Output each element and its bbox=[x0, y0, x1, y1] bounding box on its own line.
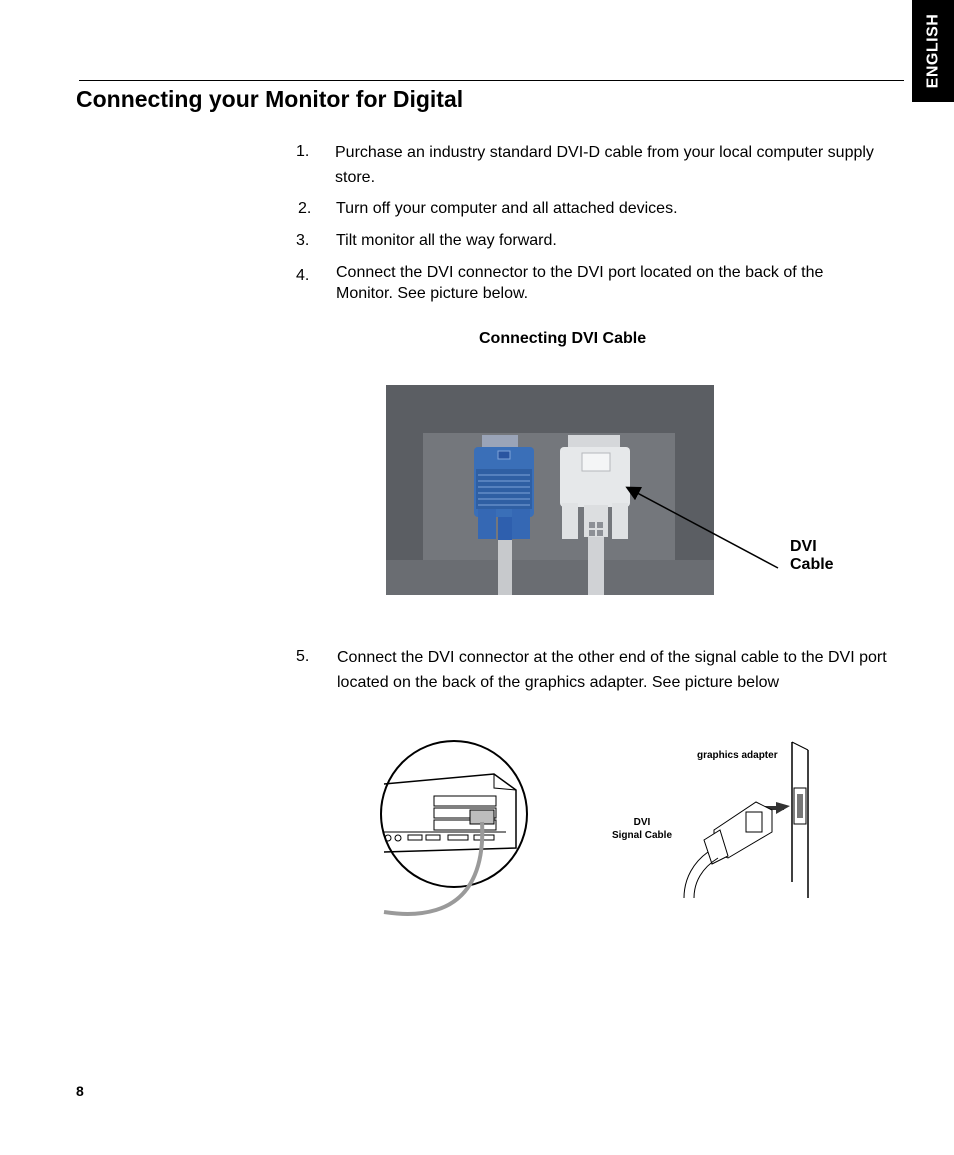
figure-caption: Connecting DVI Cable bbox=[479, 330, 647, 347]
graphics-adapter-illustration bbox=[680, 740, 815, 900]
page-number: 8 bbox=[76, 1083, 84, 1099]
step-text: Turn off your computer and all attached devices. bbox=[336, 200, 678, 217]
dvi-signal-cable-label bbox=[607, 816, 677, 842]
step-number: 5. bbox=[296, 648, 310, 665]
step-number: 3. bbox=[296, 232, 310, 249]
step-text: Connect the DVI connector at the other end of the signal cable to the DVI port located on the back of the graphics adapter. See picture below bbox=[337, 649, 887, 691]
step-text: Purchase an industry standard DVI-D cable from your local computer supply store. bbox=[335, 144, 874, 186]
language-tab-label: ENGLISH bbox=[924, 13, 941, 89]
page-title: Connecting your Monitor for Digital bbox=[76, 86, 464, 112]
pointer-arrow bbox=[614, 478, 784, 573]
dvi-signal-cable-label-line1: DVI bbox=[633, 817, 651, 828]
language-tab bbox=[912, 0, 954, 102]
dvi-cable-label bbox=[790, 538, 834, 574]
step-number: 4. bbox=[296, 267, 310, 284]
graphics-adapter-label: graphics adapter bbox=[697, 750, 778, 761]
step-text: Tilt monitor all the way forward. bbox=[336, 232, 557, 249]
step-text: Connect the DVI connector to the DVI port located on the back of the Monitor. See picture below. bbox=[336, 264, 824, 302]
dvi-cable-label-line1: DVI bbox=[790, 538, 817, 555]
step-number: 1. bbox=[296, 143, 310, 160]
header-rule bbox=[79, 80, 904, 81]
dvi-signal-cable-label-line2: Signal Cable bbox=[611, 830, 672, 841]
dvi-cable-label-line2: Cable bbox=[790, 556, 834, 573]
step-item bbox=[296, 140, 896, 190]
step-item bbox=[296, 645, 896, 695]
step-number: 2. bbox=[298, 200, 312, 217]
computer-back-illustration bbox=[376, 738, 532, 920]
